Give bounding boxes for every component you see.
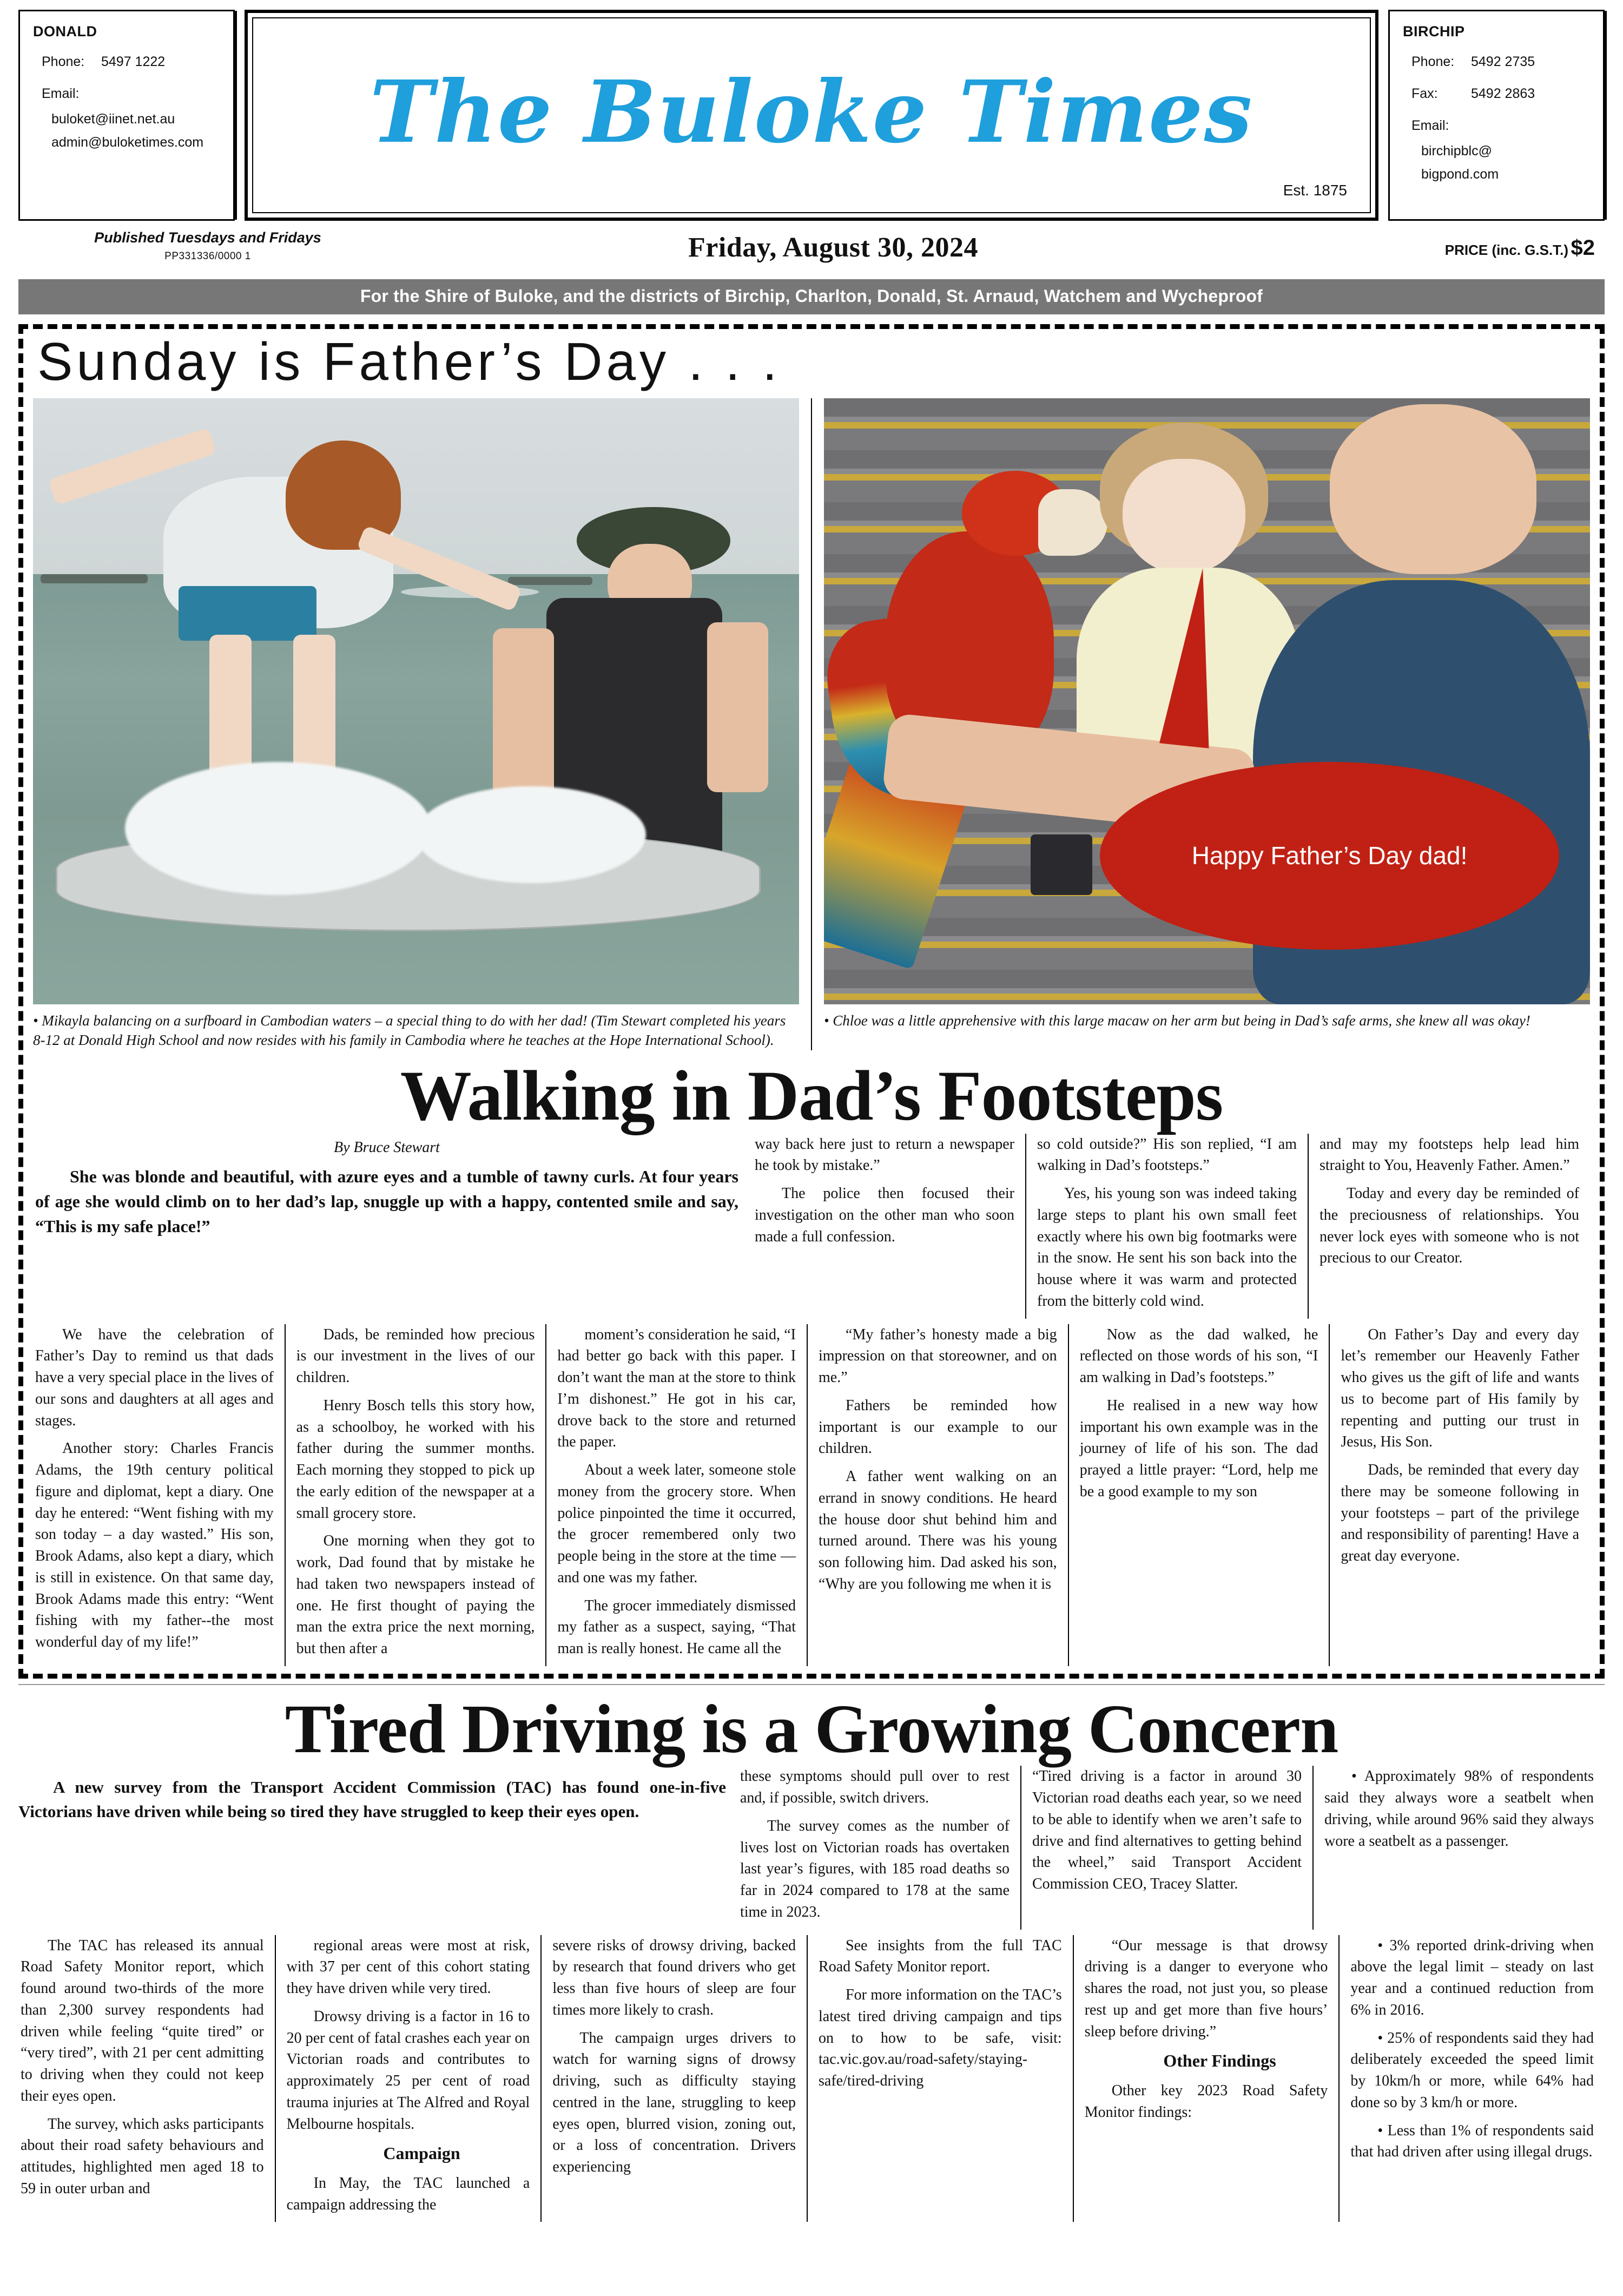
established-year: Est. 1875	[1283, 182, 1347, 199]
paragraph: He realised in a new way how important his own example was in the journey of life of his son. The dad prayed a little prayer: “Lord, help me be a good example to my son	[1079, 1397, 1318, 1500]
article2-col1	[18, 1935, 275, 2222]
birchip-fax-row	[1403, 86, 1592, 102]
paragraph: For more information on the TAC’s latest tired driving campaign and tips on to how to be safe, visit: tac.vic.gov.au/road-safety/staying-safe/tired-driving	[819, 1986, 1062, 2090]
paragraph: Dads, be reminded that every day there may be someone following in your footsteps – part of the privilege and responsibility of parenting! Have a great day everyone.	[1341, 1462, 1580, 1565]
speech-bubble	[1100, 762, 1560, 950]
article1-col6-top	[1308, 1134, 1590, 1319]
donald-email-label: Email:	[42, 86, 80, 101]
article1-lead-row	[33, 1134, 1590, 1319]
article2-subhead-other-findings: Other Findings	[1163, 2051, 1276, 2071]
article2-col4-top	[738, 1766, 1020, 1929]
donald-phone-value: 5497 1222	[101, 54, 166, 69]
price-block	[1269, 229, 1605, 260]
paragraph: One morning when they got to work, Dad found that by mistake he had taken two newspapers instead of one. He first thought of paying the man the extra price the next morning, but then after a	[296, 1532, 535, 1657]
fathers-day-feature-box	[18, 324, 1605, 1679]
paragraph: severe risks of drowsy driving, backed by research that found drivers who get less than five hours of sleep are four times more likely to crash.	[552, 1937, 796, 2018]
masthead	[18, 10, 1605, 221]
paragraph: Drowsy driving is a factor in 16 to 20 per cent of fatal crashes each year on Victorian roads and contributes to approximately 25 per cent of road trauma injuries at The Alfred and Royal Melbourne hospitals.	[286, 2008, 530, 2133]
article2-col4	[807, 1935, 1073, 2222]
feature-photo-row	[33, 398, 1590, 1050]
article2-col6	[1338, 1935, 1605, 2222]
donald-phone-row	[33, 54, 222, 70]
publication-frequency: Published Tuesdays and Fridays	[94, 229, 321, 246]
birchip-office-contact-box	[1388, 10, 1605, 221]
horizon-rock-left	[41, 574, 148, 584]
paragraph: • 3% reported drink-driving when above the legal limit – steady on last year and a continued reduction from 6% in 2016.	[1350, 1937, 1594, 2018]
paragraph: About a week later, someone stole money from the grocery store. When police pinpointed the time it occurred, the grocer remembered only two people being in the store at the time — and one was my father.	[557, 1462, 796, 1586]
article1-headline: Walking in Dad’s Footsteps	[400, 1055, 1223, 1135]
paragraph: • 25% of respondents said they had deliberately exceeded the speed limit by 10km/h or more, while 64% had done so by 3 km/h or more.	[1350, 2029, 1594, 2111]
article2-subhead-campaign: Campaign	[383, 2143, 460, 2163]
donald-email-block	[33, 86, 222, 150]
dad-left-arm	[493, 628, 554, 810]
article1-col5	[1068, 1324, 1329, 1666]
price-label: PRICE (inc. G.S.T.)	[1444, 242, 1569, 258]
right-photo-caption: • Chloe was a little apprehensive with this large macaw on her arm but being in Dad’s safe arms, she knew all was okay!	[824, 1012, 1530, 1029]
paragraph: The survey, which asks participants about their road safety behaviours and attitudes, highlighted men aged 18 to 59 in outer urban and	[21, 2115, 264, 2197]
article1-col5-top	[1025, 1134, 1308, 1319]
surfboard-photo	[33, 398, 799, 1004]
article1-col6	[1329, 1324, 1590, 1666]
paragraph: regional areas were most at risk, with 37 per cent of this cohort stating they have driven while very tired.	[286, 1937, 530, 1997]
article2-col5	[1073, 1935, 1339, 2222]
article1-col4	[807, 1324, 1068, 1666]
paragraph: “Our message is that drowsy driving is a danger to everyone who shares the road, not just you, so please rest up and get more than five hours’ sleep before driving.”	[1084, 1937, 1328, 2040]
issue-date-block	[397, 229, 1269, 264]
water-splash-left	[125, 762, 431, 895]
article1-byline: By Bruce Stewart	[334, 1139, 440, 1156]
birchip-fax-value: 5492 2863	[1471, 86, 1535, 101]
article1-body-columns	[33, 1324, 1590, 1666]
birchip-phone-row	[1403, 54, 1592, 70]
paragraph: Another story: Charles Francis Adams, the 19th century political figure and diplomat, kept a diary. One day he entered: “Went fishing with my son today – a day wasted.” His son, Brook Adams, also kept a diary, which is still in existence. On that same day, Brook Adams made this entry: “Went fishing with my father--the most wonderful day of my life!”	[35, 1440, 274, 1651]
price-value: $2	[1571, 236, 1595, 260]
donald-email-1[interactable]: buloket@iinet.net.au	[51, 111, 175, 127]
child-shorts	[179, 586, 316, 641]
pp-registration-number: PP331336/0000 1	[164, 251, 251, 262]
masthead-info-strip	[18, 229, 1605, 276]
article1-col2	[285, 1324, 546, 1666]
article2-col3	[540, 1935, 807, 2222]
paragraph: The grocer immediately dismissed my father as a suspect, saying, “That man is really honest. He came all the	[557, 1597, 796, 1657]
feature-title: Sunday is Father’s Day . . .	[37, 332, 781, 391]
water-splash-right	[416, 786, 646, 883]
article2-col5-top	[1020, 1766, 1312, 1929]
donald-phone-label: Phone:	[42, 54, 85, 69]
speech-bubble-text: Happy Father’s Day dad!	[1191, 841, 1468, 870]
birchip-office-city: BIRCHIP	[1403, 23, 1465, 40]
paragraph: • Less than 1% of respondents said that had driven after using illegal drugs.	[1350, 2122, 1594, 2161]
dad-right-arm	[707, 622, 768, 792]
paragraph: Henry Bosch tells this story how, as a schoolboy, he worked with his father during the summer months. Each morning they stopped to pick up the early edition of the newspaper at a small grocery store.	[296, 1397, 535, 1522]
paragraph: The TAC has released its annual Road Safety Monitor report, which found around two-thirds of the more than 2,300 survey respondents had driven while feeling “quite tired” or “very tired”, with 21 per cent admitting to driving when they could not keep their eyes open.	[21, 1937, 264, 2104]
paragraph: and may my footsteps help lead him straight to You, Heavenly Father. Amen.”	[1319, 1135, 1579, 1174]
article1-col3	[545, 1324, 807, 1666]
article2-lead: A new survey from the Transport Accident Commission (TAC) has found one-in-five Victorians have driven while being so tired they have struggled to keep their eyes open.	[18, 1778, 726, 1821]
dad-head	[1330, 404, 1536, 574]
paragraph: On Father’s Day and every day let’s remember our Heavenly Father who gives us the gift of life and wants us to become part of His family by repenting and putting our trust in Jesus, His Son.	[1341, 1326, 1580, 1451]
article2-separator	[18, 1684, 1605, 1685]
paragraph: Today and every day be reminded of the preciousness of relationships. You never lock eyes with someone who is not precious to our Creator.	[1319, 1185, 1579, 1267]
issue-date: Friday, August 30, 2024	[688, 232, 978, 263]
paper-title: The Buloke Times	[370, 62, 1253, 162]
wristwatch	[1031, 834, 1092, 895]
article1-top-columns	[753, 1134, 1590, 1319]
paragraph: The campaign urges drivers to watch for warning signs of drowsy driving, such as difficulty staying centred in the lane, struggling to keep eyes open, blurred vision, zoning out, or a loss of concentration. Drivers experiencing	[552, 2029, 796, 2176]
horizon-rock-right	[508, 577, 592, 585]
birchip-email-block	[1403, 118, 1592, 182]
paragraph: Now as the dad walked, he reflected on those words of his son, “I am walking in Dad’s footsteps.”	[1079, 1326, 1318, 1386]
girl-face	[1123, 459, 1245, 574]
paragraph: Fathers be reminded how important is our example to our children.	[819, 1397, 1057, 1457]
birchip-phone-label: Phone:	[1411, 54, 1455, 69]
article1-lead: She was blonde and beautiful, with azure eyes and a tumble of tawny curls. At four years of age she would climb on to her dad’s lap, snuggle up with a happy, contented smile and say, “This is my safe place!”	[35, 1166, 738, 1236]
paragraph: See insights from the full TAC Road Safety Monitor report.	[819, 1937, 1062, 1976]
article1-col1	[33, 1324, 285, 1666]
masthead-title-box	[245, 10, 1378, 221]
paragraph: • Approximately 98% of respondents said they always wore a seatbelt when driving, while around 96% said they always wore a seatbelt as a passenger.	[1324, 1768, 1594, 1850]
article1-col4-top	[753, 1134, 1025, 1319]
article2-top-columns	[738, 1766, 1605, 1929]
paragraph: these symptoms should pull over to rest and, if possible, switch drivers.	[740, 1768, 1010, 1807]
birchip-email-label: Email:	[1411, 118, 1449, 133]
macaw-beak	[1038, 489, 1107, 556]
birchip-fax-label: Fax:	[1411, 86, 1438, 101]
paragraph: Dads, be reminded how precious is our investment in the lives of our children.	[296, 1326, 535, 1386]
paragraph: The survey comes as the number of lives lost on Victorian roads has overtaken last year’s figures, with 185 road deaths so far in 2024 compared to 178 at the same time in 2023.	[740, 1817, 1010, 1920]
coverage-area-banner: For the Shire of Buloke, and the districts of Birchip, Charlton, Donald, St. Arnaud, Watchem and Wycheproof	[18, 279, 1605, 314]
paragraph: Yes, his young son was indeed taking large steps to plant his own small feet exactly where his own big footmarks were in the snow. He sent his son back into the house where it was warm and protected from the bitterly cold wind.	[1037, 1185, 1297, 1310]
paragraph: Other key 2023 Road Safety Monitor findings:	[1084, 2082, 1328, 2121]
article2-body-columns	[18, 1935, 1605, 2222]
paragraph-campaign-start: In May, the TAC launched a campaign addressing the	[286, 2174, 530, 2213]
left-photo-caption: • Mikayla balancing on a surfboard in Cambodian waters – a special thing to do with her dad! (Tim Stewart completed his years 8-12 at Donald High School and now resides with his family in Cambodia where he teaches at the Hope International School).	[33, 1012, 786, 1049]
left-photo-column	[33, 398, 799, 1050]
birchip-phone-value: 5492 2735	[1471, 54, 1535, 69]
paragraph: way back here just to return a newspaper he took by mistake.”	[755, 1135, 1014, 1174]
donald-office-city: DONALD	[33, 23, 97, 40]
paragraph: The police then focused their investigation on the other man who soon made a full confession.	[755, 1185, 1014, 1245]
birchip-email-1[interactable]: birchipblc@	[1421, 143, 1492, 159]
birchip-email-2[interactable]: bigpond.com	[1421, 167, 1499, 182]
paragraph: moment’s consideration he said, “I had better go back with this paper. I don’t want the man at the store to think I’m dishonest.” He got in his car, drove back to the store and returned the paper.	[557, 1326, 796, 1451]
article2-headline: Tired Driving is a Growing Concern	[285, 1690, 1338, 1767]
article2-lead-left	[18, 1766, 738, 1929]
paragraph: “Tired driving is a factor in around 30 Victorian road deaths each year, so we need to be able to identify when we aren’t safe to drive and find alternatives to getting behind the wheel,” said Transport Accident Commission CEO, Tracey Slatter.	[1032, 1768, 1302, 1893]
right-photo-column	[811, 398, 1590, 1050]
paragraph: so cold outside?” His son replied, “I am walking in Dad’s footsteps.”	[1037, 1135, 1297, 1174]
paragraph: “My father’s honesty made a big impression on that storeowner, and on me.”	[819, 1326, 1057, 1386]
article2-col2	[275, 1935, 541, 2222]
article2-col6-top	[1312, 1766, 1605, 1929]
paragraph: We have the celebration of Father’s Day to remind us that dads have a very special place in the lives of our sons and daughters at all ages and stages.	[35, 1326, 274, 1429]
donald-email-2[interactable]: admin@buloketimes.com	[51, 135, 204, 150]
article1-lead-left	[33, 1134, 753, 1319]
donald-office-contact-box	[18, 10, 235, 221]
paragraph: A father went walking on an errand in snowy conditions. He heard the house door shut behind him and turned around. There was his young son following him. Dad asked his son, “Why are you following me when it is	[819, 1468, 1057, 1593]
publication-frequency-block	[18, 229, 397, 262]
article2-lead-row	[18, 1766, 1605, 1929]
macaw-photo	[824, 398, 1590, 1004]
